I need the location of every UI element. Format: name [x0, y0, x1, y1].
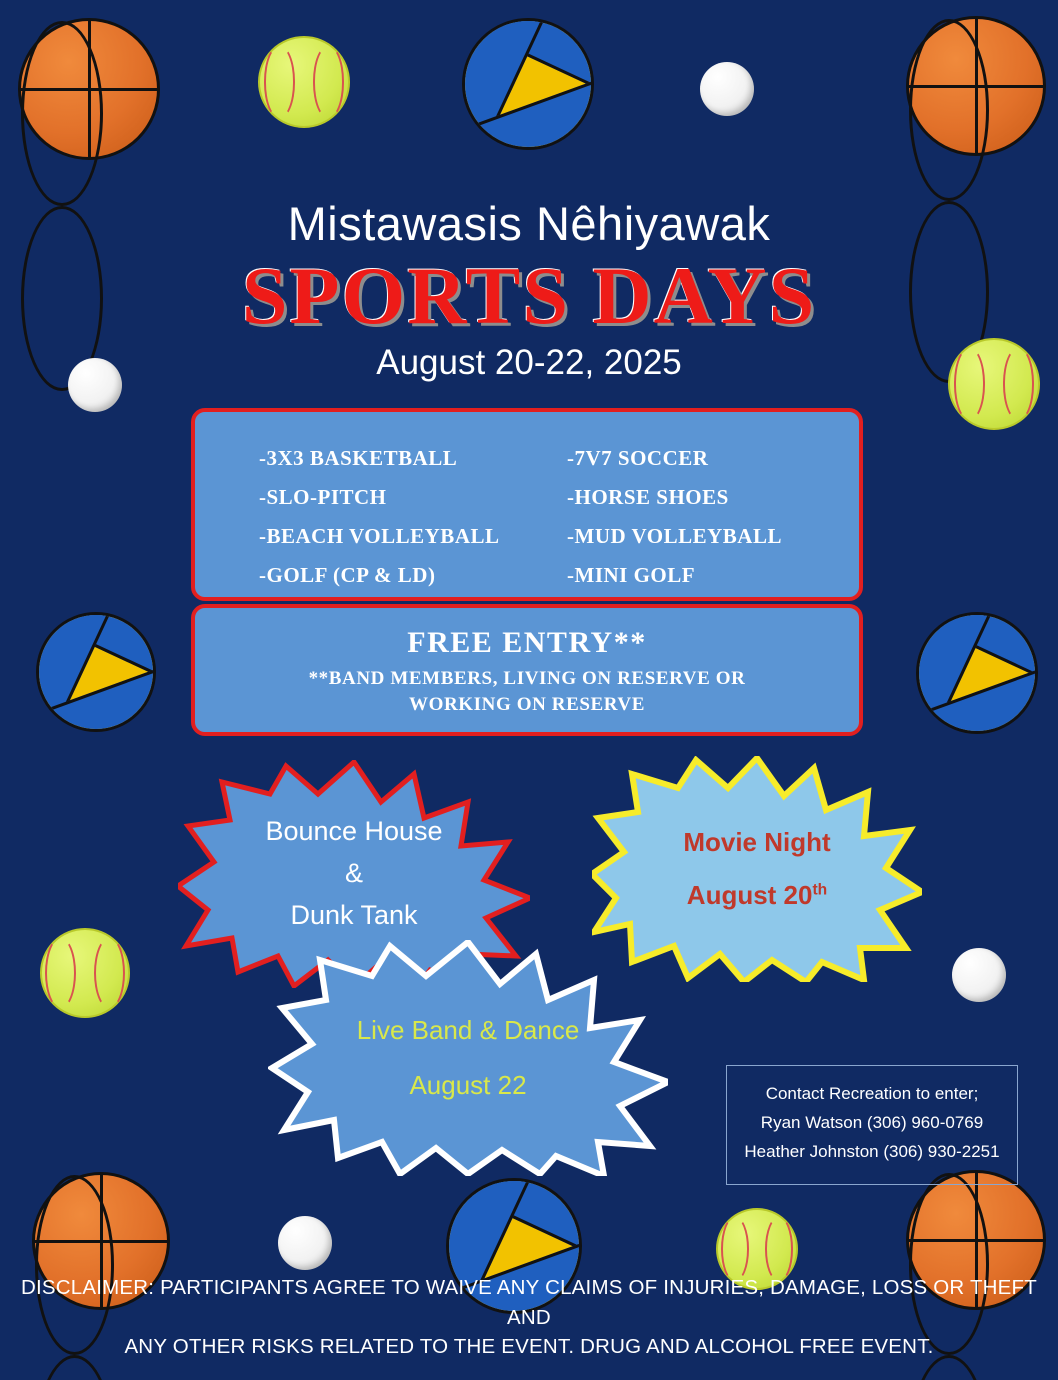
contact-heading: Contact Recreation to enter; — [765, 1084, 979, 1103]
bounce-house-line2: & — [344, 858, 363, 889]
live-band-text — [357, 1003, 580, 1112]
free-entry-note-line2: WORKING ON RESERVE — [408, 693, 646, 715]
list-item: -3X3 BASKETBALL — [259, 446, 458, 470]
live-band-line1: Live Band & Dance — [356, 1015, 580, 1046]
basketball-icon — [906, 16, 1046, 156]
list-item: -7V7 SOCCER — [567, 446, 709, 470]
contact-person-2: Heather Johnston (306) 930-2251 — [744, 1141, 1000, 1161]
softball-icon — [40, 928, 130, 1018]
contact-box — [726, 1065, 1018, 1185]
movie-night-line1: Movie Night — [683, 826, 831, 857]
live-band-line2: August 22 — [409, 1070, 527, 1100]
golf-ball-icon — [700, 62, 754, 116]
movie-night-text — [683, 816, 830, 923]
disclaimer — [20, 1273, 1038, 1362]
volleyball-icon — [916, 612, 1038, 734]
page-title-organization: Mistawasis Nêhiyawak — [287, 197, 771, 250]
poster-title-block — [0, 196, 1058, 383]
disclaimer-line1: DISCLAIMER: PARTICIPANTS AGREE TO WAIVE ANY CLAIMS OF INJURIES, DAMAGE, LOSS OR THEFT AND — [20, 1275, 1037, 1329]
golf-ball-icon — [952, 948, 1006, 1002]
basketball-icon — [18, 18, 160, 160]
list-item: -SLO-PITCH — [259, 485, 387, 509]
contact-person-1: Ryan Watson (306) 960-0769 — [760, 1112, 984, 1132]
movie-night-line2 — [683, 869, 830, 922]
live-band-burst — [268, 940, 668, 1176]
list-item: -BEACH VOLLEYBALL — [259, 524, 500, 548]
bounce-house-line1: Bounce House — [265, 816, 443, 847]
free-entry-panel — [191, 604, 863, 736]
list-item: -HORSE SHOES — [567, 485, 729, 509]
free-entry-headline: FREE ENTRY** — [407, 626, 647, 659]
sports-list-panel — [191, 408, 863, 601]
disclaimer-line2: ANY OTHER RISKS RELATED TO THE EVENT. DRUG AND ALCOHOL FREE EVENT. — [124, 1335, 934, 1359]
list-item: -GOLF (CP & LD) — [259, 563, 436, 587]
volleyball-icon — [462, 18, 594, 150]
page-title-main: SPORTS DAYS — [241, 250, 817, 341]
list-item: -MUD VOLLEYBALL — [567, 524, 782, 548]
bounce-house-text — [265, 811, 442, 937]
page-title-dates: August 20-22, 2025 — [376, 343, 682, 382]
bounce-house-line3: Dunk Tank — [290, 899, 418, 930]
free-entry-note-line1: **BAND MEMBERS, LIVING ON RESERVE OR — [308, 668, 746, 689]
movie-night-date: August 20 — [686, 880, 813, 910]
list-item: -MINI GOLF — [567, 563, 696, 587]
movie-night-date-suffix: th — [812, 881, 828, 899]
volleyball-icon — [36, 612, 156, 732]
softball-icon — [258, 36, 350, 128]
golf-ball-icon — [278, 1216, 332, 1270]
